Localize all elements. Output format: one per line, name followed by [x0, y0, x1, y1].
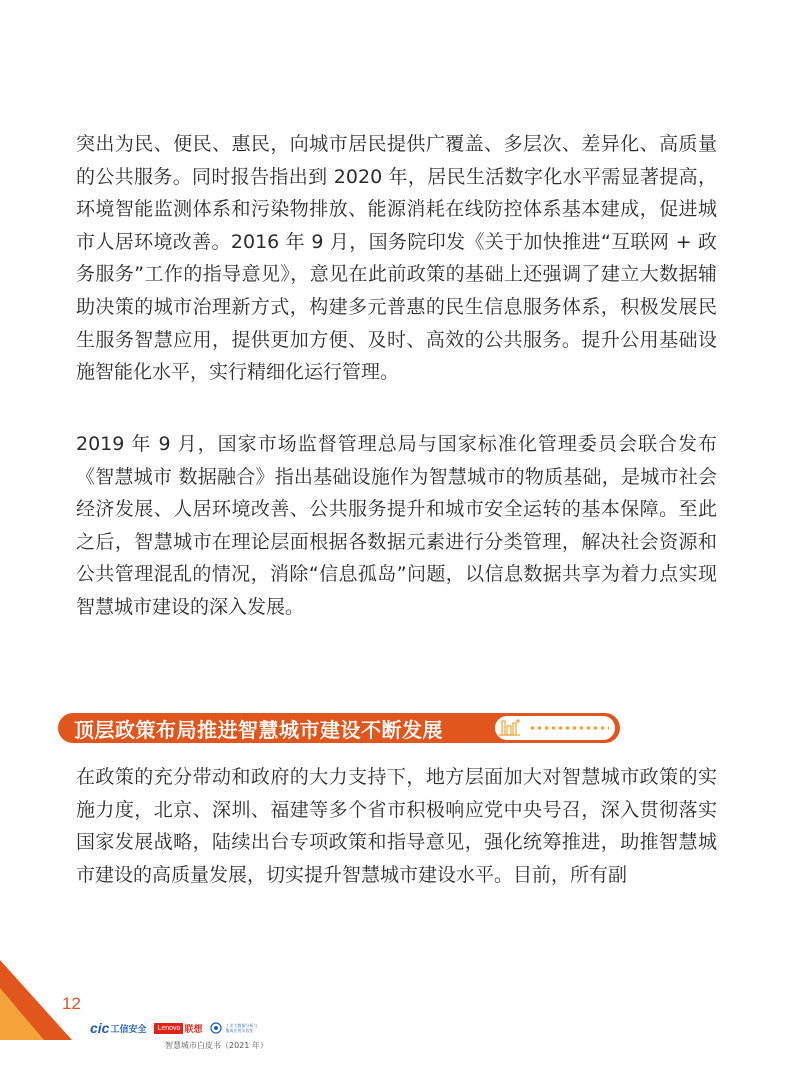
footer-logos: [90, 1020, 265, 1036]
section-title: 顶层政策布局推进智慧城市建设不断发展: [74, 717, 443, 742]
institute-emblem-icon: [210, 1022, 222, 1034]
section-decoration: [495, 716, 615, 740]
lenovo-logo: Lenovo: [154, 1023, 183, 1034]
section-heading-bar: [58, 713, 620, 743]
body-paragraph-2: 2019 年 9 月，国家市场监督管理总局与国家标准化管理委员会联合发布《智慧城市 数据融合》指出基础设施作为智慧城市的物质基础，是城市社会经济发展、人居环境改善、公共服务提升和城市安全运转的基本保障。至此之后，智慧城市在理论层面根据各数据元素进行分类管理，解决社会资源和公共管理混乱的情况，消除“信息孤岛”问题，以信息数据共享为着力点实现智慧城市建设的深入发展。: [76, 433, 717, 618]
body-paragraph-1: 突出为民、便民、惠民，向城市居民提供广覆盖、多层次、差异化、高质量的公共服务。同时报告指出到 2020 年，居民生活数字化水平需显著提高，环境智能监测体系和污染物排放、能源消耗在线防控体系基本建成，促进城市人居环境改善。2016 年 9 月，国务院印发《关于加快推进“互联网 + 政务服务”工作的指导意见》，意见在此前政策的基础上还强调了建立大数据辅助决策的城市治理新方式，构建多元普惠的民生信息服务体系，积极发展民生服务智慧应用，提供更加方便、及时、高效的公共服务。提升公用基础设施智能化水平，实行精细化运行管理。: [76, 133, 717, 384]
institute-logo: [210, 1022, 265, 1034]
institute-line-1: 工业大数据分析与: [225, 1023, 258, 1028]
body-paragraph-3: 在政策的充分带动和政府的大力支持下，地方层面加大对智慧城市政策的实施力度，北京、深圳、福建等多个省市积极响应党中央号召，深入贯彻落实国家发展战略，陆续出台专项政策和指导意见，强化统筹推进，助推智慧城市建设的高质量发展，切实提升智慧城市建设水平。目前，所有副: [76, 766, 717, 886]
cic-logo: cic: [90, 1020, 110, 1036]
cic-logo-name: 工信安全: [110, 1024, 147, 1035]
dotted-pattern: [529, 723, 609, 733]
city-buildings-icon: [497, 717, 523, 739]
footer-doc-title: 智慧城市白皮书（2021 年）: [165, 1041, 268, 1050]
institute-line-2: 集成应用实验室: [225, 1028, 254, 1033]
page-number: 12: [62, 994, 81, 1013]
lenovo-logo-cn: 联想: [184, 1024, 203, 1035]
